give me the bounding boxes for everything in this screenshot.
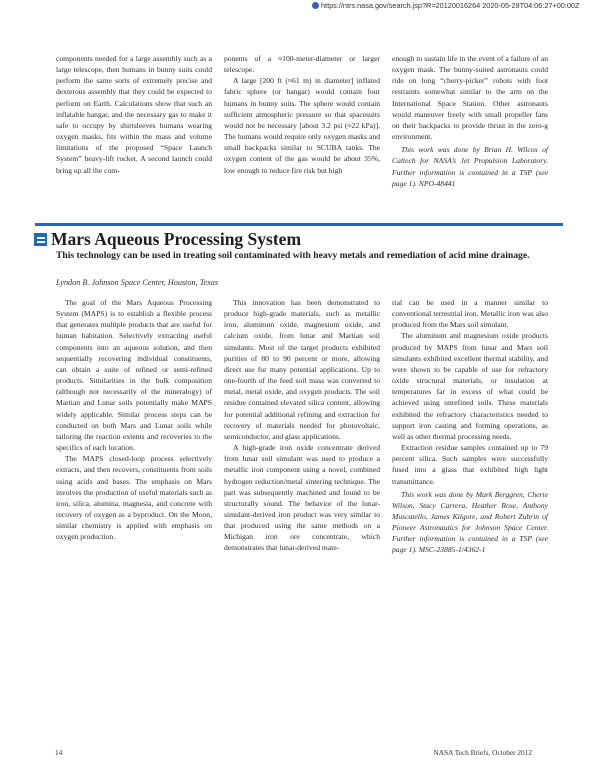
section-divider [35,223,563,226]
paragraph: enough to sustain life in the event of a failure of an oxygen mask. The bunny-suited astronauts could ride on long “cherry-picker” robots with foot restraints somewhat similar to the arm on the International Space Station. Other astronauts would maneuver freely with small propeller fans on their backpacks to provide thrust in the zero-g environment. [392,54,548,142]
paragraph: This innovation has been demonstrated to produce high-grade materials, such as metallic iron, aluminum oxide, magnesium oxide, and calcium oxide, from lunar and Martian soil simulants. Most of the target products exhibited purities of 80 to 90 percent or more, allowing direct use for many potential applications. Up to one-fourth of the feed soil mass was converted to metal, metal oxide, and oxygen products. The soil residue contained elevated silica content, allowing for potential additional refining and extraction for recovery of materials needed for photovoltaic, semiconductor, and glass applications. [224,298,380,441]
publication-footer: NASA Tech Briefs, October 2012 [433,748,532,757]
paragraph: ponents of a ≈100-meter-diameter or larger telescope. [224,54,380,75]
previous-article-column-2 [224,53,380,176]
globe-icon [312,2,319,9]
article-subtitle: This technology can be used in treating soil contaminated with heavy metals and remediation of acid mine drainage. [56,250,530,261]
paragraph: A high-grade iron oxide concentrate derived from lunar soil simulant was used to produce a metallic iron component using a novel, combined hydrogen reduction/metal sintering technique. The part was subsequently machined and found to be structurally sound. The behavior of the lunar-simulant-derived iron product was very similar to that produced using the same methods on a Michigan iron ore concentrate, which demonstrates that lunar-derived mate- [224,443,380,553]
paragraph: rial can be used in a manner similar to conventional terrestrial iron. Metallic iron was also produced from the Mars soil simulant. [392,298,548,330]
paragraph: components needed for a large assembly such as a large telescope, then humans in bunny suits could perform the same sorts of extremely precise and dexterous assembly that they could be expected to perform on Earth. Calculations show that such an inflatable hangar, and the necessary gas to make it safe to occupy by shirtsleeves humans wearing oxygen masks, fits within the mass and volume limitations of the proposed “Space Launch System” heavy-lift rocket. A second launch could bring up all the com- [56,54,212,175]
previous-article-column-3 [392,53,548,189]
paragraph: Extraction residue samples contained up to 79 percent silica. Such samples were successfully fused into a glass that exhibited high light transmittance. [392,443,548,486]
url-text: https://ntrs.nasa.gov/search.jsp?R=20120016264 2020-05-29T04:06:27+00:00Z [321,1,580,10]
source-url [312,1,600,11]
article-credit: This work was done by Mark Berggren, Cherie Wilson, Stacy Carrera, Heather Rose, Anthony Muscatello, James Kilgore, and Robert Zubrin of Pioneer Astronautics for Johnson Space Center. Further information is contained in a TSP (see page 1). MSC-23885-1/4362-1 [392,489,548,555]
article-column-2 [224,297,380,554]
previous-article-column-1 [56,53,212,176]
article-column-1 [56,297,212,542]
article-header [34,229,301,249]
paragraph: The goal of the Mars Aqueous Processing System (MAPS) is to establish a flexible process that generates multiple products that are useful for human habitation. Selectively extracting useful components into an aqueous solution, and then sequentially recovering individual constituents, can obtain a suite of refined or semi-refined products. Similarities in the bulk composition (although not necessarily of the mineralogy) of Martian and Lunar soils potentially make MAPS widely applicable. Similar process steps can be conducted on both Mars and Lunar soils while tailoring the reaction extents and recoveries to the specifics of each location. [56,298,212,453]
paragraph: A large [200 ft (≈61 m) in diameter] inflated fabric sphere (or hangar) would contain four humans in bunny suits. The sphere would contain sufficient atmospheric pressure so that spacesuits would not be necessary [about 3.2 psi (≈22 kPa)]. The humans would require only oxygen masks and small backpacks similar to SCUBA tanks. The oxygen content of the gas would be about 35%, low enough to reduce fire risk but high [224,76,380,175]
article-title: Mars Aqueous Processing System [51,229,302,249]
section-marker-icon [34,233,47,246]
article-center: Lyndon B. Johnson Space Center, Houston, Texas [56,278,219,287]
page-number: 14 [55,748,63,757]
article-column-3 [392,297,548,556]
paragraph: The MAPS closed-loop process selectively extracts, and then recovers, constituents from soils using acids and bases. The emphasis on Mars involves the production of useful materials such as iron, silica, alumina, magnesia, and concrete with recovery of oxygen as a byproduct. On the Moon, similar chemistry is applied with emphasis on oxygen production. [56,454,212,542]
previous-article-credit: This work was done by Brian H. Wilcox of Caltech for NASA’s Jet Propulsion Laboratory. Further information is contained in a TSP (see page 1). NPO-48441 [392,145,548,188]
paragraph: The aluminum and magnesium oxide products produced by MAPS from lunar and Mars soil simulants exhibited excellent thermal stability, and were shown to be capable of use for refractory oxide structural materials, or insulation at temperatures far in excess of what could be achieved using unrefined soils. These materials exhibited the refractory characteristics needed to support iron casting and forming operations, as well as other thermal processing needs. [392,331,548,441]
